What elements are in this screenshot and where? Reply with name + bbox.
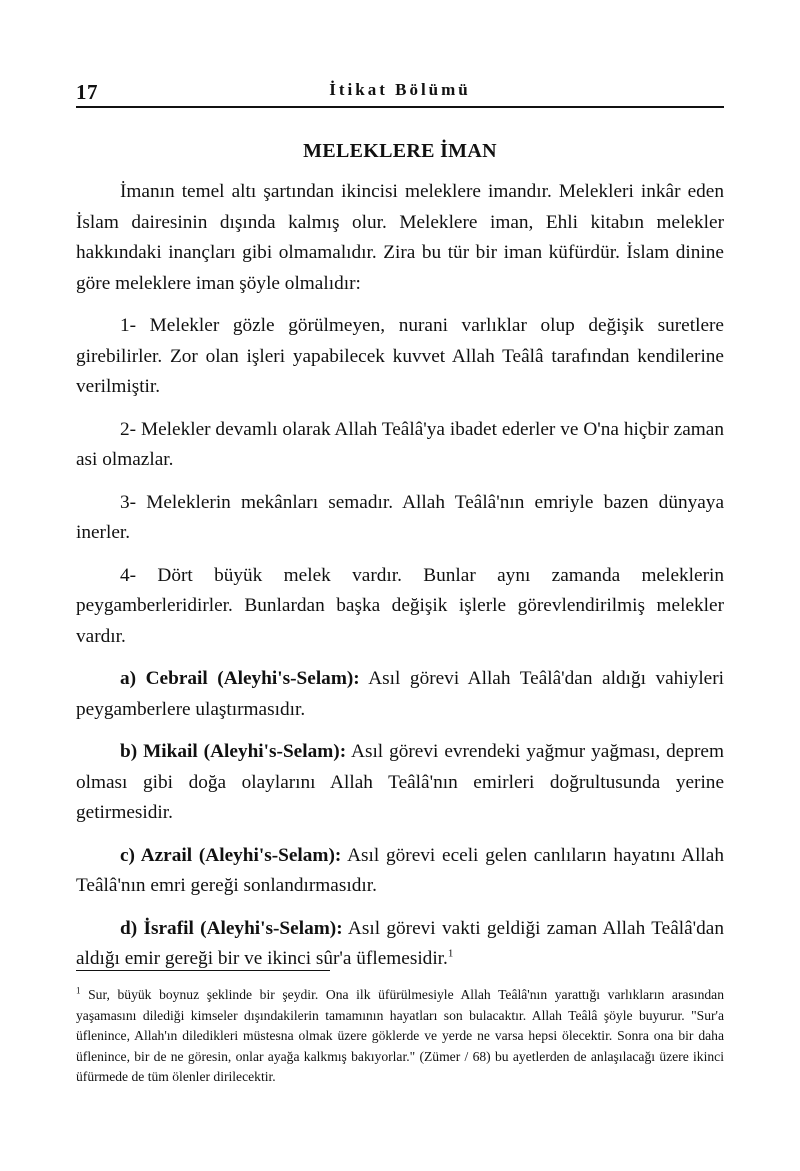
point-text: Dört büyük melek vardır. Bunlar aynı zamanda meleklerin peygamberleridirler. Bunlardan başka değişik işlerle görevlendirilmiş melekler vardır. xyxy=(76,564,724,647)
intro-paragraph: İmanın temel altı şartından ikincisi meleklere imandır. Melekleri inkâr eden İslam dairesinin dışında kalmış olur. Meleklere iman, Ehli kitabın melekler hakkındaki inançları gibi olmamalıdır. Zira bu tür bir iman küfürdür. İslam dinine göre meleklere iman şöyle olmalıdır: xyxy=(76,181,724,294)
section-title: MELEKLERE İMAN xyxy=(303,140,497,162)
angel-text: Asıl görevi vakti geldiği zaman Allah Teâlâ'dan aldığı emir gereği bir ve ikinci sûr'a üflemesidir. xyxy=(76,917,724,969)
angel-label: d) İsrafil (Aleyhi's-Selam): xyxy=(120,917,343,939)
angel-label: c) Azrail (Aleyhi's-Selam): xyxy=(120,844,342,866)
point-text: Melekler gözle görülmeyen, nurani varlıklar olup değişik suretlere girebilirler. Zor olan işleri yapabilecek kuvvet Allah Teâlâ tarafından kendilerine verilmiştir. xyxy=(76,315,724,397)
page-header xyxy=(76,74,724,108)
footnote-divider xyxy=(76,970,330,971)
angel-item xyxy=(76,664,724,725)
footnote-text: Sur, büyük boynuz şeklinde bir şeydir. Ona ilk üfürülmesiyle Allah Teâlâ'nın yarattığı varlıkların arasından yaşamasını dilediği kimseler dışındakilerin tamamının hayatları son bulacaktır. Allah Teâlâ şöyle buyurur. "Sur'a üflenince, Allah'ın diledikleri müstesna olmak üzere göklerde ve yerde ne varsa hepsi ölecektir. Sonra ona bir daha üflenince, bir de ne göresin, onlar ayağa kalkmış bakıyorlar." (Zümer / 68) bu ayetlerden de anlaşılacağı üzere ikinci üfürmede de tüm ölenler dirilecektir. xyxy=(76,987,724,1084)
angel-text: Asıl görevi Allah Teâlâ'dan aldığı vahiyleri peygamberlere ulaştırmasıdır. xyxy=(76,668,725,720)
list-item xyxy=(76,561,724,653)
footnote-reference[interactable]: 1 xyxy=(447,947,454,960)
footnote xyxy=(76,985,724,1088)
point-text: Melekler devamlı olarak Allah Teâlâ'ya ibadet ederler ve O'na hiçbir zaman asi olmazlar. xyxy=(76,418,724,470)
point-number: 3- xyxy=(120,491,137,513)
list-item xyxy=(76,311,724,403)
angel-text: Asıl görevi evrendeki yağmur yağması, deprem olması gibi doğa olaylarını Allah Teâlâ'nın emirleri doğrultusunda yerine getirmesidir. xyxy=(76,741,724,823)
footnote-marker: 1 xyxy=(76,985,81,996)
point-number: 4- xyxy=(120,564,137,586)
angel-item xyxy=(76,914,724,975)
point-number: 2- xyxy=(120,418,137,440)
angel-item xyxy=(76,737,724,829)
running-title: İtikat Bölümü xyxy=(329,80,471,99)
angel-text: Asıl görevi eceli gelen canlıların hayatını Allah Teâlâ'nın emri gereği sonlandırmasıdır. xyxy=(76,844,724,896)
point-number: 1- xyxy=(120,315,137,336)
angel-item xyxy=(76,841,724,902)
list-item xyxy=(76,488,724,549)
page-number: 17 xyxy=(76,80,98,104)
angel-label: a) Cebrail (Aleyhi's-Selam): xyxy=(120,668,360,689)
main-content xyxy=(76,140,724,987)
point-text: Meleklerin mekânları semadır. Allah Teâlâ'nın emriyle bazen dünyaya inerler. xyxy=(76,491,724,543)
list-item xyxy=(76,415,724,476)
angel-label: b) Mikail (Aleyhi's-Selam): xyxy=(120,741,347,762)
